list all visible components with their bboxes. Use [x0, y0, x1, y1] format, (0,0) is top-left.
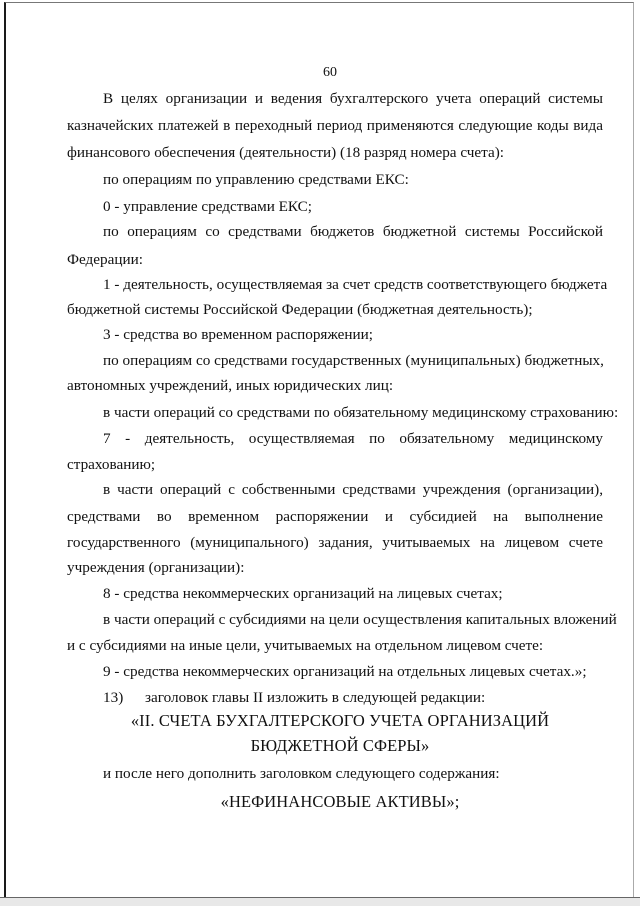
paragraph-line: финансового обеспечения (деятельности) (18 разряд номера счета): — [67, 144, 504, 161]
paragraph-line: 0 - управление средствами ЕКС; — [103, 198, 312, 215]
section-heading: «НЕФИНАНСОВЫЕ АКТИВЫ»; — [220, 792, 460, 811]
chapter-heading-line-2: БЮДЖЕТНОЙ СФЕРЫ» — [250, 736, 430, 755]
paragraph-line: страхованию; — [67, 456, 156, 473]
paragraph-line: 8 - средства некоммерческих организаций на лицевых счетах; — [103, 585, 503, 602]
paragraph-line: 9 - средства некоммерческих организаций на отдельных лицевых счетах.»; — [103, 663, 587, 680]
paragraph-line: по операциям по управлению средствами ЕКС: — [103, 171, 409, 188]
paragraph-line: учреждения (организации): — [67, 559, 245, 576]
paragraph-line: 1 - деятельность, осуществляемая за счет средств соответствующего бюджета — [103, 276, 608, 293]
paragraph-line: автономных учреждений, иных юридических лиц: — [67, 377, 394, 394]
paragraph-line: в части операций с субсидиями на цели осуществления капитальных вложений — [103, 611, 617, 628]
paragraph-line: Федерации: — [67, 251, 143, 268]
paragraph-line: по операциям со средствами государственных (муниципальных) бюджетных, — [103, 352, 604, 369]
paragraph-line: казначейских платежей в переходный период применяются следующие коды вида — [67, 117, 603, 134]
paragraph-line: по операциям со средствами бюджетов бюджетной системы Российской — [103, 223, 603, 240]
paragraph-line: в части операций с собственными средствами учреждения (организации), — [103, 481, 603, 498]
paragraph-line: государственного (муниципального) задания, учитываемых на лицевом счете — [67, 534, 603, 551]
paragraph-line: в части операций со средствами по обязательному медицинскому страхованию: — [103, 404, 619, 421]
paragraph-line: и с субсидиями на иные цели, учитываемых на отдельном лицевом счете: — [67, 637, 544, 654]
paragraph-line: и после него дополнить заголовком следующего содержания: — [103, 765, 500, 782]
paragraph-line: 7 - деятельность, осуществляемая по обязательному медицинскому — [103, 430, 603, 447]
page-number: 60 — [323, 65, 337, 80]
chapter-heading-line-1: «II. СЧЕТА БУХГАЛТЕРСКОГО УЧЕТА ОРГАНИЗАЦИЙ — [130, 711, 550, 730]
paragraph-line: В целях организации и ведения бухгалтерского учета операций системы — [103, 90, 603, 107]
list-item-number: 13) — [103, 689, 124, 706]
paragraph-line: средствами во временном распоряжении и субсидией на выполнение — [67, 508, 603, 525]
paragraph-line: бюджетной системы Российской Федерации (бюджетная деятельность); — [67, 301, 533, 318]
list-item-text: заголовок главы II изложить в следующей редакции: — [145, 689, 486, 706]
paragraph-line: 3 - средства во временном распоряжении; — [103, 326, 374, 343]
